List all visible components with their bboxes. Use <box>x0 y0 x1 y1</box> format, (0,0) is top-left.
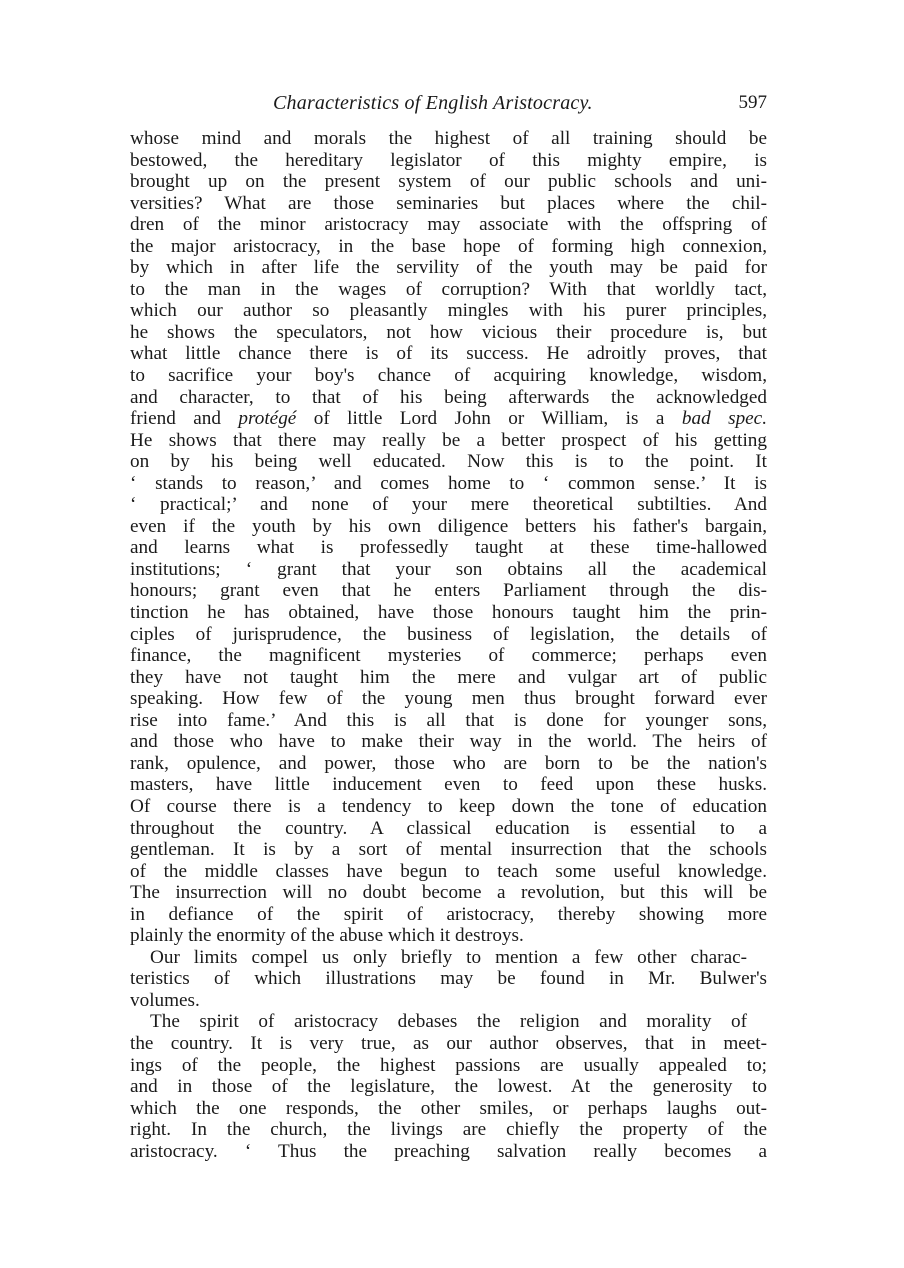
text-line-content: on by his being well educated. Now this is to the point. It <box>130 451 767 473</box>
text-line <box>130 1033 767 1055</box>
text-line <box>130 322 767 344</box>
text-line <box>130 925 767 947</box>
text-line-content: The spirit of aristocracy debases the religion and morality of <box>150 1011 747 1033</box>
running-title: Characteristics of English Aristocracy. <box>273 92 593 114</box>
text-line <box>130 343 767 365</box>
text-line-content: speaking. How few of the young men thus brought forward ever <box>130 688 767 710</box>
page-number: 597 <box>738 92 767 113</box>
text-line <box>130 1011 767 1033</box>
text-line <box>130 516 767 538</box>
text-line-content: teristics of which illustrations may be found in Mr. Bulwer's <box>130 968 767 990</box>
text-line-content: and those who have to make their way in the world. The heirs of <box>130 731 767 753</box>
text-line <box>130 387 767 409</box>
text-line-content: dren of the minor aristocracy may associate with the offspring of <box>130 214 767 236</box>
text-line <box>130 1119 767 1141</box>
text-line-content: finance, the magnificent mysteries of commerce; perhaps even <box>130 645 767 667</box>
text-line <box>130 968 767 990</box>
text-line-content: ings of the people, the highest passions are usually appealed to; <box>130 1054 767 1076</box>
text-line <box>130 947 767 969</box>
text-line <box>130 645 767 667</box>
text-line-content: which our author so pleasantly mingles with his purer principles, <box>130 300 767 322</box>
text-line <box>130 171 767 193</box>
text-line <box>130 1055 767 1077</box>
text-line <box>130 753 767 775</box>
text-line <box>130 796 767 818</box>
text-line <box>130 667 767 689</box>
text-line <box>130 408 767 430</box>
text-line-content: Of course there is a tendency to keep down the tone of education <box>130 795 767 817</box>
text-line <box>130 602 767 624</box>
text-line-content: in defiance of the spirit of aristocracy, thereby showing more <box>130 903 767 925</box>
text-line <box>130 839 767 861</box>
text-line-content: what little chance there is of its success. He adroitly proves, that <box>130 343 767 365</box>
text-line-content: aristocracy. ‘ Thus the preaching salvation really becomes a <box>130 1140 767 1162</box>
text-line <box>130 559 767 581</box>
text-line-content: versities? What are those seminaries but places where the chil- <box>130 192 767 214</box>
text-line-content: institutions; ‘ grant that your son obtains all the academical <box>130 558 767 580</box>
text-line-content: plainly the enormity of the abuse which it destroys. <box>130 925 524 947</box>
italic-text: bad spec. <box>681 408 767 430</box>
text-line <box>130 494 767 516</box>
text-line-content: the major aristocracy, in the base hope of forming high connexion, <box>130 235 767 257</box>
text-line <box>130 731 767 753</box>
text-line-content: to the man in the wages of corruption? With that worldly tact, <box>130 278 767 300</box>
text-line-content: gentleman. It is by a sort of mental insurrection that the schools <box>130 839 767 861</box>
text-line-content: which the one responds, the other smiles, or perhaps laughs out- <box>130 1097 767 1119</box>
text-line-content: ‘ practical;’ and none of your mere theoretical subtilties. And <box>130 494 767 516</box>
text-line-content: right. In the church, the livings are chiefly the property of the <box>130 1119 767 1141</box>
text-line <box>130 193 767 215</box>
text-line <box>130 990 767 1012</box>
text-line <box>130 1141 767 1163</box>
text-line-content: and character, to that of his being afterwards the acknowledged <box>130 386 767 408</box>
text-line <box>130 430 767 452</box>
text-line-content: he shows the speculators, not how vicious their procedure is, but <box>130 321 767 343</box>
text-line-content: by which in after life the servility of the youth may be paid for <box>130 257 767 279</box>
text-line-content: The insurrection will no doubt become a revolution, but this will be <box>130 882 767 904</box>
text-line <box>130 236 767 258</box>
text-line <box>130 1098 767 1120</box>
text-line-content: ‘ stands to reason,’ and comes home to ‘ common sense.’ It is <box>130 472 767 494</box>
running-head <box>130 92 767 118</box>
text-line <box>130 128 767 150</box>
text-line-content: the country. It is very true, as our author observes, that in meet- <box>130 1032 767 1054</box>
text-line <box>130 365 767 387</box>
text-line-content: and learns what is professedly taught at these time-hallowed <box>130 537 767 559</box>
text-line-content: to sacrifice your boy's chance of acquiring knowledge, wisdom, <box>130 365 767 387</box>
text-line <box>130 774 767 796</box>
text-line <box>130 257 767 279</box>
text-line-content: honours; grant even that he enters Parliament through the dis- <box>130 580 767 602</box>
text-line <box>130 861 767 883</box>
text-line <box>130 537 767 559</box>
text-line-content: Our limits compel us only briefly to mention a few other charac- <box>150 946 747 968</box>
text-line-content: they have not taught him the mere and vulgar art of public <box>130 666 767 688</box>
text-line <box>130 710 767 732</box>
text-line-content: throughout the country. A classical education is essential to a <box>130 817 767 839</box>
italic-text: protégé <box>238 408 297 430</box>
text-line-content: whose mind and morals the highest of all training should be <box>130 128 767 149</box>
text-line-content: volumes. <box>130 989 200 1011</box>
text-line <box>130 818 767 840</box>
text-line-content: even if the youth by his own diligence betters his father's bargain, <box>130 515 767 537</box>
text-line-content: of the middle classes have begun to teach some useful knowledge. <box>130 860 767 882</box>
text-line <box>130 1076 767 1098</box>
text-line-content: ciples of jurisprudence, the business of legislation, the details of <box>130 623 767 645</box>
text-line <box>130 150 767 172</box>
body-text <box>130 128 767 1162</box>
text-line <box>130 688 767 710</box>
text-line-content: brought up on the present system of our public schools and uni- <box>130 171 767 193</box>
text-line <box>130 451 767 473</box>
text-line-content: He shows that there may really be a better prospect of his getting <box>130 429 767 451</box>
text-line <box>130 214 767 236</box>
text-line-content: rank, opulence, and power, those who are born to be the nation's <box>130 752 767 774</box>
text-line <box>130 580 767 602</box>
text-line-content: bestowed, the hereditary legislator of this mighty empire, is <box>130 149 767 171</box>
text-line <box>130 882 767 904</box>
text-line <box>130 624 767 646</box>
text-line-content: masters, have little inducement even to feed upon these husks. <box>130 774 767 796</box>
text-line <box>130 300 767 322</box>
text-line <box>130 473 767 495</box>
text-line-content: friend and protégé of little Lord John or William, is a bad spec. <box>130 408 767 430</box>
text-line <box>130 279 767 301</box>
text-line-content: tinction he has obtained, have those honours taught him the prin- <box>130 602 767 624</box>
text-line-content: rise into fame.’ And this is all that is done for younger sons, <box>130 709 767 731</box>
text-line <box>130 904 767 926</box>
text-line-content: and in those of the legislature, the lowest. At the generosity to <box>130 1076 767 1098</box>
